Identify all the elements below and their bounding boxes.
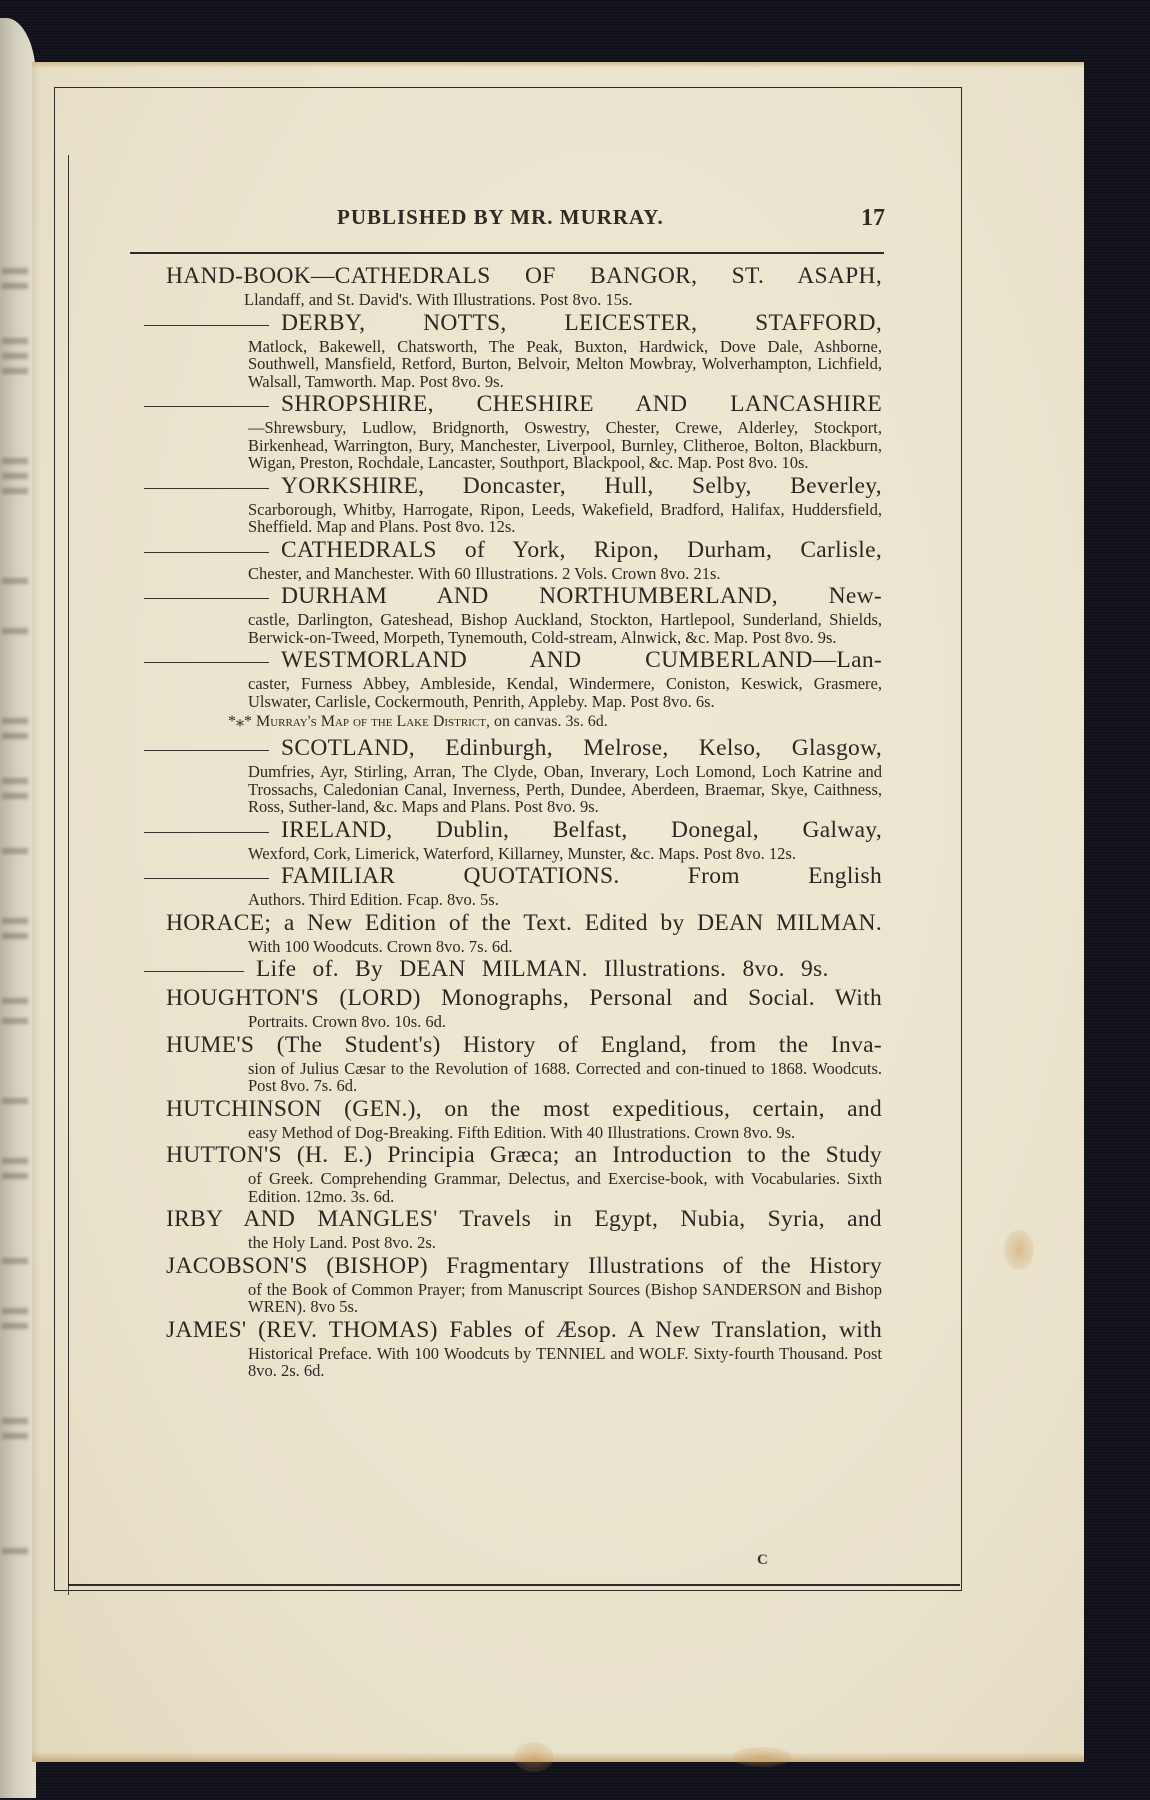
entry-title: WESTMORLAND AND CUMBERLAND—Lan-	[281, 647, 882, 673]
entry-title-line	[166, 262, 882, 291]
facing-page-edge	[0, 18, 36, 1798]
entry-title-line	[166, 734, 882, 763]
page-edge-bottom	[32, 1752, 1084, 1762]
catalogue-entry	[166, 309, 882, 391]
catalogue-entry	[166, 909, 882, 956]
entry-title: HAND-BOOK—CATHEDRALS OF BANGOR, ST. ASAPH,	[166, 263, 882, 289]
entry-title: HUTCHINSON (GEN.), on the most expeditious, certain, and	[166, 1095, 882, 1122]
note-title: Murray's Map of the Lake District,	[256, 713, 494, 730]
catalogue-entry	[166, 1252, 882, 1316]
facing-page-text	[2, 268, 28, 274]
page-edge-top	[32, 62, 1084, 68]
ditto-rule	[144, 325, 269, 326]
ditto-rule	[144, 488, 269, 489]
entry-description: Authors. Third Edition. Fcap. 8vo. 5s.	[248, 890, 499, 909]
facing-page-text	[2, 1173, 28, 1179]
entry-title: HUME'S (The Student's) History of England, from the Inva-	[166, 1031, 882, 1058]
facing-page-text	[2, 578, 28, 584]
facing-page-text	[2, 353, 28, 359]
entry-title-line	[166, 1205, 882, 1234]
catalogue-entry	[166, 472, 882, 536]
catalogue-entry	[166, 390, 882, 472]
entry-title: IRELAND, Dublin, Belfast, Donegal, Galway,	[281, 816, 882, 843]
facing-page-text	[2, 458, 28, 464]
ditto-rule	[144, 750, 269, 751]
entry-title: HOUGHTON'S (LORD) Monographs, Personal and Social. With	[166, 985, 882, 1011]
catalogue-entry	[166, 955, 882, 984]
entry-description: Dumfries, Ayr, Stirling, Arran, The Clyde, Oban, Inverary, Loch Lomond, Loch Katrine and Trossachs, Caledonian Canal, Inverness, Perth, Dundee, Aberdeen, Braemar, Skye, Caithness, Ross, Suther-land, &c. Maps and Plans. Post 8vo. 9s.	[248, 762, 882, 816]
catalogue-entry	[166, 1095, 882, 1142]
entry-title: JAMES' (REV. THOMAS) Fables of Æsop. A New Translation, with	[166, 1316, 882, 1343]
facing-page-text	[2, 473, 28, 479]
ditto-rule	[144, 552, 269, 553]
facing-page-text	[2, 1258, 28, 1264]
lake-district-map-note	[166, 710, 882, 734]
entry-title-line	[166, 1095, 882, 1124]
page-header	[305, 205, 885, 237]
entry-description: easy Method of Dog-Breaking. Fifth Edition. With 40 Illustrations. Crown 8vo. 9s.	[248, 1122, 796, 1142]
ditto-rule	[144, 971, 244, 972]
entry-title-line	[166, 1252, 882, 1281]
entry-description: Historical Preface. With 100 Woodcuts by TENNIEL and WOLF. Sixty-fourth Thousand. Post 8vo. 2s. 6d.	[248, 1343, 882, 1380]
foxing-stain	[732, 1747, 792, 1767]
entry-title: CATHEDRALS of York, Ripon, Durham, Carlisle,	[281, 536, 882, 563]
entry-description: of the Book of Common Prayer; from Manuscript Sources (Bishop SANDERSON and Bishop WREN). 8vo 5s.	[248, 1279, 882, 1316]
catalogue-entry	[166, 816, 882, 863]
entry-title-line	[166, 536, 882, 565]
facing-page-text	[2, 933, 28, 939]
facing-page-text	[2, 1018, 28, 1024]
facing-page-text	[2, 488, 28, 494]
facing-page-text	[2, 628, 28, 634]
entry-description: castle, Darlington, Gateshead, Bishop Auckland, Stockton, Hartlepool, Sunderland, Shields, Berwick-on-Tweed, Morpeth, Tynemouth, Cold-stream, Alnwick, &c. Map. Post 8vo. 9s.	[248, 610, 882, 647]
entry-description: Matlock, Bakewell, Chatsworth, The Peak, Buxton, Hardwick, Dove Dale, Ashborne, Southwell, Mansfield, Retford, Burton, Belvoir, Melton Mowbray, Wolverhampton, Lichfield, Walsall, Tamworth. Map. Post 8vo. 9s.	[248, 336, 882, 391]
ditto-rule	[144, 406, 269, 407]
entry-description: of Greek. Comprehending Grammar, Delectus, and Exercise-book, with Vocabularies. Sixth Edition. 12mo. 3s. 6d.	[248, 1169, 882, 1206]
entry-description: the Holy Land. Post 8vo. 2s.	[248, 1233, 436, 1252]
facing-page-text	[2, 283, 28, 289]
entry-title-line	[166, 1031, 882, 1060]
running-head: PUBLISHED BY MR. MURRAY.	[337, 205, 664, 229]
facing-page-text	[2, 998, 28, 1004]
catalogue-entry	[166, 646, 882, 710]
entry-description: Portraits. Crown 8vo. 10s. 6d.	[248, 1012, 446, 1031]
facing-page-text	[2, 718, 28, 724]
signature-mark: C	[757, 1552, 768, 1568]
entry-title: Life of. By DEAN MILMAN. Illustrations. 8vo. 9s.	[256, 956, 829, 982]
facing-page-text	[2, 1418, 28, 1424]
entry-title: SHROPSHIRE, CHESHIRE AND LANCASHIRE	[281, 391, 882, 417]
catalogue-entry	[166, 1031, 882, 1095]
entry-title: SCOTLAND, Edinburgh, Melrose, Kelso, Glasgow,	[281, 735, 882, 761]
foxing-stain	[514, 1742, 554, 1772]
entry-title: HUTTON'S (H. E.) Principia Græca; an Introduction to the Study	[166, 1142, 882, 1168]
facing-page-text	[2, 1158, 28, 1164]
facing-page-text	[2, 848, 28, 854]
entry-title-line	[166, 909, 882, 938]
note-price: on canvas. 3s. 6d.	[493, 713, 608, 730]
entry-title: HORACE; a New Edition of the Text. Edited by DEAN MILMAN.	[166, 909, 882, 936]
header-rule	[130, 252, 884, 254]
catalogue-list	[166, 262, 882, 1380]
entry-description: caster, Furness Abbey, Ambleside, Kendal, Windermere, Coniston, Keswick, Grasmere, Ulswater, Carlisle, Cockermouth, Penrith, Appleby. Map. Post 8vo. 6s.	[248, 674, 882, 711]
entry-title-line	[166, 1316, 882, 1345]
facing-page-text	[2, 368, 28, 374]
catalogue-entry	[166, 984, 882, 1031]
entry-title: JACOBSON'S (BISHOP) Fragmentary Illustrations of the History	[166, 1252, 882, 1279]
entry-title-line	[166, 816, 882, 845]
entry-title-line	[166, 309, 882, 338]
facing-page-text	[2, 1323, 28, 1329]
ditto-rule	[144, 662, 269, 663]
ditto-rule	[144, 832, 269, 833]
entry-description: Scarborough, Whitby, Harrogate, Ripon, Leeds, Wakefield, Bradford, Halifax, Huddersfield, Sheffield. Map and Plans. Post 8vo. 12s.	[248, 499, 882, 536]
catalogue-entry	[166, 862, 882, 909]
entry-title-line	[166, 646, 882, 675]
entry-title-line	[166, 1141, 882, 1170]
entry-title: YORKSHIRE, Doncaster, Hull, Selby, Beverley,	[281, 472, 882, 499]
facing-page-text	[2, 778, 28, 784]
entry-description: sion of Julius Cæsar to the Revolution of 1688. Corrected and con-tinued to 1868. Woodcuts. Post 8vo. 7s. 6d.	[248, 1058, 882, 1095]
entry-title: DERBY, NOTTS, LEICESTER, STAFFORD,	[281, 309, 882, 336]
page-number: 17	[861, 205, 885, 231]
catalogue-entry	[166, 262, 882, 309]
catalogue-entry	[166, 536, 882, 583]
facing-page-text	[2, 1308, 28, 1314]
asterism-mark: *⁎*	[228, 713, 256, 730]
facing-page-text	[2, 1433, 28, 1439]
facing-page-text	[2, 338, 28, 344]
entry-title: FAMILIAR QUOTATIONS. From English	[281, 863, 882, 889]
facing-page-text	[2, 1098, 28, 1104]
entry-title-line	[166, 862, 882, 891]
catalogue-entry	[166, 1205, 882, 1252]
catalogue-entry	[166, 1316, 882, 1380]
catalogue-entry	[166, 734, 882, 816]
frame-bottom-rule	[68, 1584, 960, 1586]
catalogue-entry	[166, 582, 882, 646]
entry-title-line	[166, 390, 882, 419]
entry-description: Llandaff, and St. David's. With Illustrations. Post 8vo. 15s.	[244, 290, 633, 309]
entry-description: Chester, and Manchester. With 60 Illustrations. 2 Vols. Crown 8vo. 21s.	[248, 563, 721, 583]
entry-title-line	[166, 472, 882, 501]
entry-description: With 100 Woodcuts. Crown 8vo. 7s. 6d.	[248, 936, 513, 956]
facing-page-text	[2, 733, 28, 739]
facing-page-text	[2, 793, 28, 799]
frame-inner-left-rule	[68, 155, 69, 1595]
facing-page-text	[2, 1548, 28, 1554]
entry-title-line	[166, 955, 882, 984]
facing-page-text	[2, 918, 28, 924]
catalogue-entry	[166, 1141, 882, 1205]
entry-title-line	[166, 984, 882, 1013]
entry-description: —Shrewsbury, Ludlow, Bridgnorth, Oswestry, Chester, Crewe, Alderley, Stockport, Birkenhead, Warrington, Bury, Manchester, Liverpool, Burnley, Clitheroe, Bolton, Blackburn, Wigan, Preston, Rochdale, Lancaster, Southport, Blackpool, &c. Map. Post 8vo. 10s.	[248, 418, 882, 472]
ditto-rule	[144, 598, 269, 599]
entry-title: DURHAM AND NORTHUMBERLAND, New-	[281, 583, 882, 609]
ditto-rule	[144, 878, 269, 879]
entry-title: IRBY AND MANGLES' Travels in Egypt, Nubia, Syria, and	[166, 1206, 882, 1232]
entry-title-line	[166, 582, 882, 611]
entry-description: Wexford, Cork, Limerick, Waterford, Killarney, Munster, &c. Maps. Post 8vo. 12s.	[248, 843, 796, 863]
foxing-stain	[1004, 1230, 1034, 1270]
